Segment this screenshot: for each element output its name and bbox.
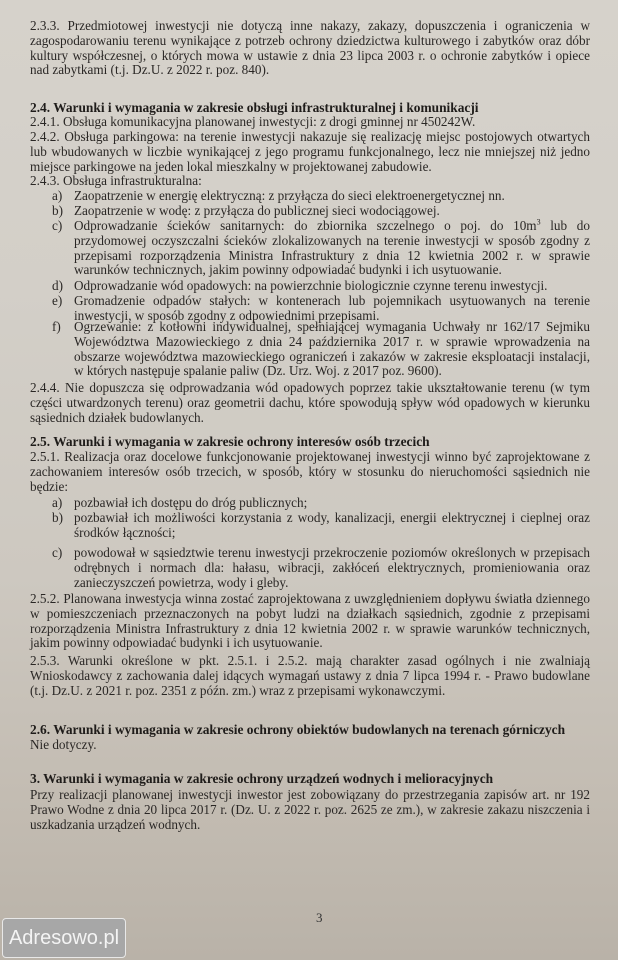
list-label: c) [52,218,63,233]
list-text-part: Odprowadzanie ścieków sanitarnych: do zbiornika szczelnego o poj. do 10m [74,218,537,233]
list-text: powodował w sąsiedztwie terenu inwestycji przekroczenie poziomów określonych w przepisach odrębnych i normach dla: hałasu, wibracji, zakłóceń elektrycznych, promieniowania oraz zanieczyszczeń powietrza, wody i gleby. [74,545,590,590]
list-item-2-4-3-f [52,320,590,379]
list-text: Gromadzenie odpadów stałych: w kontenerach lub pojemnikach usytuowanych na terenie inwestycji, w sposób zgodny z odpowiednimi przepisami. [74,293,590,323]
list-item-2-5-1-a [52,496,590,511]
list-text: pozbawiał ich możliwości korzystania z wody, kanalizacji, energii elektrycznej i cieplnej oraz środków łączności; [74,510,590,540]
list-text [74,219,590,278]
paragraph-2-3-3: 2.3.3. Przedmiotowej inwestycji nie dotyczą inne nakazy, zakazy, dopuszczenia i ograniczenia w zagospodarowaniu terenu wynikające z potrzeb ochrony dziedzictwa kulturowego i zabytków oraz dóbr kultury współczesnej, o których mowa w ustawie z dnia 23 lipca 2003 r. o ochronie zabytków i opiece nad zabytkami (t.j. Dz.U. z 2022 r. poz. 840). [30,18,590,78]
paragraph-2-4-3: 2.4.3. Obsługa infrastrukturalna: [30,173,202,188]
page-number: 3 [316,910,323,925]
list-label: d) [52,278,63,293]
list-label: a) [52,495,63,510]
paragraph-2-5-3: 2.5.3. Warunki określone w pkt. 2.5.1. i 2.5.2. mają charakter zasad ogólnych i nie zwalniają Wnioskodawcy z zachowania dalej idących wymagań ustawy z dnia 7 lipca 1994 r. - Prawo budowlane (t.j. Dz.U. z 2021 r. poz. 2351 z późn. zm.) wraz z przepisami wykonawczymi. [30,653,590,698]
list-label: a) [52,188,63,203]
list-text: Odprowadzanie wód opadowych: na powierzchnie biologicznie czynne terenu inwestycji. [74,278,548,293]
paragraph-3: Przy realizacji planowanej inwestycji inwestor jest zobowiązany do przestrzegania zapisów art. nr 192 Prawo Wodne z dnia 20 lipca 2017 r. (Dz. U. z 2022 r. poz. 2625 ze zm.), w zakresie zakazu niszczenia i uszkadzania urządzeń wodnych. [30,787,590,832]
watermark-badge: Adresowo.pl [2,918,126,958]
list-label: b) [52,203,63,218]
superscript: 3 [536,217,541,227]
list-text: Zaopatrzenie w energię elektryczną: z przyłącza do sieci elektroenergetycznej nn. [74,188,505,203]
heading-2-6: 2.6. Warunki i wymagania w zakresie ochrony obiektów budowlanych na terenach górniczych [30,722,566,737]
paragraph-2-4-4: 2.4.4. Nie dopuszcza się odprowadzania wód opadowych poprzez takie ukształtowanie terenu (w tym części utwardzonych terenu) oraz geometrii dachu, które spowodują spływ wód opadowych w kierunku sąsiednich działek budowlanych. [30,380,590,425]
list-text-part: lub do przydomowej oczyszczalni ścieków zlokalizowanych na terenie inwestycji w sposób zgodny z przepisami rozporządzenia Ministra Infrastruktury z dnia 12 kwietnia 2002 r. w sprawie warunków technicznych, jakim powinny odpowiadać budynki i ich usytuowanie. [74,218,590,278]
list-item-2-5-1-b [52,511,590,541]
list-label: e) [52,293,63,308]
paragraph-2-5-1: 2.5.1. Realizacja oraz docelowe funkcjonowanie projektowanej inwestycji winno być zaprojektowane z zachowaniem interesów osób trzecich, w sposób, który w stosunku do nieruchomości sąsiednich nie będzie: [30,449,590,494]
heading-2-4: 2.4. Warunki i wymagania w zakresie obsługi infrastrukturalnej i komunikacji [30,100,479,115]
list-text: Ogrzewanie: z kotłowni indywidualnej, spełniającej wymagania Uchwały nr 162/17 Sejmiku Województwa Mazowieckiego z dnia 24 października 2017 r. w sprawie wprowadzenia na obszarze województwa mazowieckiego ograniczeń i zakazów w zakresie eksploatacji instalacji, w których następuje spalanie paliw (Dz. Urz. Woj. z 2017 poz. 9600). [74,319,590,379]
list-item-2-5-1-c [52,546,590,590]
list-item-2-4-3-a [52,189,590,204]
list-label: f) [52,319,61,334]
paragraph-2-5-2: 2.5.2. Planowana inwestycja winna zostać zaprojektowana z uwzględnieniem dopływu światła dziennego w pomieszczeniach przeznaczonych na pobyt ludzi na działkach sąsiednich, zgodnie z przepisami rozporządzenia Ministra Infrastruktury z dnia 12 kwietnia 2002 r. w sprawie warunków technicznych, jakim powinny odpowiadać budynki i ich usytuowanie. [30,591,590,651]
list-text: Zaopatrzenie w wodę: z przyłącza do publicznej sieci wodociągowej. [74,203,440,218]
heading-2-5: 2.5. Warunki i wymagania w zakresie ochrony interesów osób trzecich [30,434,430,449]
paragraph-2-6: Nie dotyczy. [30,737,97,752]
list-text: pozbawiał ich dostępu do dróg publicznych; [74,495,308,510]
list-item-2-4-3-c [52,219,590,278]
heading-3: 3. Warunki i wymagania w zakresie ochrony urządzeń wodnych i melioracyjnych [30,771,494,786]
list-item-2-4-3-b [52,204,590,219]
paragraph-2-4-1: 2.4.1. Obsługa komunikacyjna planowanej inwestycji: z drogi gminnej nr 450242W. [30,114,476,129]
paragraph-2-4-2: 2.4.2. Obsługa parkingowa: na terenie inwestycji nakazuje się realizację miejsc postojowych otwartych lub wbudowanych w liczbie wynikającej z jego programu funkcjonalnego, lecz nie mniejszej niż jedno miejsce parkingowe na jeden lokal mieszkalny w projektowanej zabudowie. [30,129,590,174]
list-item-2-4-3-d [52,279,590,294]
list-label: c) [52,545,63,560]
list-label: b) [52,510,63,525]
